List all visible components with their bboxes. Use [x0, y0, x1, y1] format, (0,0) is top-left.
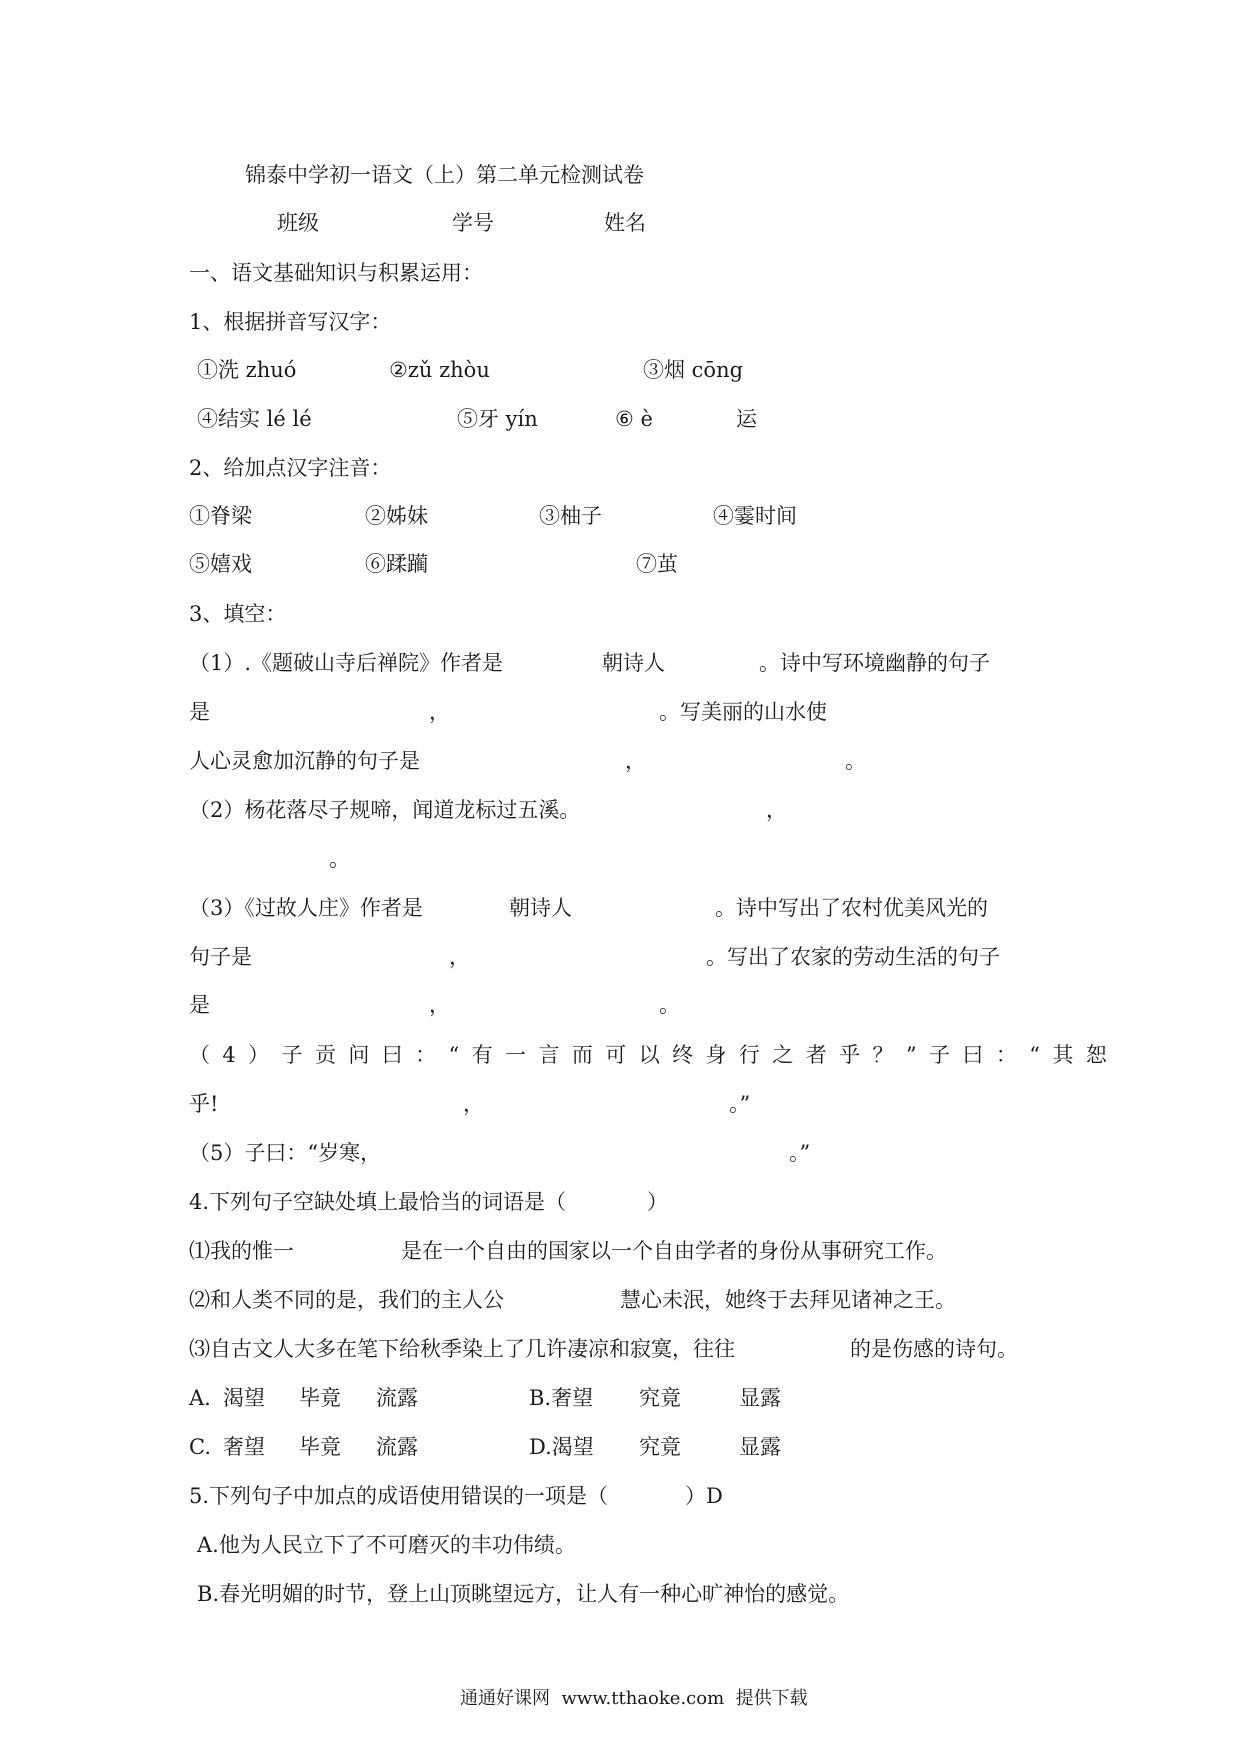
- fill-text: 。”: [789, 1141, 811, 1165]
- fill-text: 人心灵愈加沉静的句子是: [189, 749, 420, 773]
- sentence-start: ⑶自古文人大多在笔下给秋季染上了几许凄凉和寂寞，往往: [189, 1337, 735, 1361]
- fill-text: 。诗中写环境幽静的句子: [759, 651, 990, 675]
- fill-text: （2）杨花落尽子规啼，闻道龙标过五溪。: [189, 798, 581, 822]
- sentence-end: 是在一个自由的国家以一个自由学者的身份从事研究工作。: [401, 1239, 947, 1263]
- option-word: D.渴望: [529, 1435, 594, 1459]
- option-letter: C.: [189, 1435, 211, 1459]
- pinyin-item: ②zǔ zhòu: [389, 358, 490, 382]
- question-5-title: 5.下列句子中加点的成语使用错误的一项是（: [189, 1484, 609, 1508]
- pinyin-item: ①洗 zhuó: [197, 358, 297, 382]
- sentence-end: 慧心未泯，她终于去拜见诸神之王。: [620, 1288, 956, 1312]
- phonetic-item: ②姊妹: [365, 504, 428, 528]
- option-word: 显露: [739, 1386, 781, 1410]
- fill-text: ，: [766, 798, 787, 822]
- phonetic-item: ⑥蹂躏: [365, 552, 428, 576]
- pinyin-item: ④结实 lé lé: [197, 407, 312, 431]
- fill-text: 朝诗人: [509, 896, 572, 920]
- sentence-start: ⑵和人类不同的是，我们的主人公: [189, 1288, 504, 1312]
- student-id-label: 学号: [452, 211, 494, 235]
- option-word: 流露: [376, 1386, 418, 1410]
- answer-paren: ）D: [685, 1484, 723, 1508]
- fill-text: 句子是: [189, 945, 252, 969]
- class-label: 班级: [277, 211, 319, 235]
- fill-text: （5）子曰：“岁寒，: [189, 1141, 382, 1165]
- fill-text: 。写美丽的山水使: [659, 700, 827, 724]
- phonetic-item: ③柚子: [539, 504, 602, 528]
- fill-text: ，: [429, 993, 450, 1017]
- sentence-end: 的是伤感的诗句。: [850, 1337, 1018, 1361]
- choice-item: A.他为人民立下了不可磨灭的丰功伟绩。: [197, 1533, 576, 1557]
- pinyin-item: ⑥ è: [615, 407, 653, 431]
- footer-text: 通通好课网 www.tthaoke.com 提供下载: [460, 1688, 808, 1709]
- option-word: 奢望: [223, 1435, 265, 1459]
- document-title: 锦泰中学初一语文（上）第二单元检测试卷: [245, 163, 644, 187]
- question-2-title: 2、给加点汉字注音：: [189, 456, 392, 480]
- option-word: 流露: [376, 1435, 418, 1459]
- phonetic-item: ①脊梁: [189, 504, 252, 528]
- question-4-title: 4.下列句子空缺处填上最恰当的词语是（: [189, 1190, 567, 1214]
- section-heading: 一、语文基础知识与积累运用：: [189, 261, 483, 285]
- sentence-start: ⑴我的惟一: [189, 1239, 294, 1263]
- option-word: 毕竟: [299, 1386, 341, 1410]
- fill-text: ，: [449, 945, 470, 969]
- fill-text: 。: [845, 749, 866, 773]
- fill-text: 。诗中写出了农村优美风光的: [715, 896, 988, 920]
- option-word: 究竟: [639, 1435, 681, 1459]
- fill-text: （1）.《题破山寺后禅院》作者是: [189, 651, 504, 675]
- fill-text: ，: [429, 700, 450, 724]
- option-word: 毕竟: [299, 1435, 341, 1459]
- fill-text: （4）子贡问曰：“有一言而可以终身行之者乎？”子曰：“其恕: [189, 1043, 1120, 1067]
- option-word: 显露: [739, 1435, 781, 1459]
- fill-text: ，: [625, 749, 646, 773]
- phonetic-item: ④霎时间: [713, 504, 797, 528]
- fill-text: 。: [329, 847, 350, 871]
- answer-paren: ）: [647, 1190, 668, 1214]
- pinyin-item: ⑤牙 yín: [457, 407, 538, 431]
- fill-text: 是: [189, 700, 210, 724]
- option-word: B.奢望: [529, 1386, 594, 1410]
- fill-text: 是: [189, 993, 210, 1017]
- fill-text: 。”: [729, 1092, 751, 1116]
- option-word: 究竟: [639, 1386, 681, 1410]
- choice-item: B.春光明媚的时节，登上山顶眺望远方，让人有一种心旷神怡的感觉。: [197, 1582, 850, 1606]
- fill-text: 。写出了农家的劳动生活的句子: [706, 945, 1000, 969]
- pinyin-item: 运: [736, 407, 757, 431]
- phonetic-item: ⑤嬉戏: [189, 552, 252, 576]
- fill-text: ，: [463, 1092, 484, 1116]
- fill-text: 。: [659, 993, 680, 1017]
- option-word: 渴望: [223, 1386, 265, 1410]
- fill-text: 朝诗人: [602, 651, 665, 675]
- pinyin-item: ③烟 cōng: [643, 358, 744, 382]
- fill-text: 乎!: [189, 1092, 219, 1116]
- option-letter: A.: [189, 1386, 211, 1410]
- question-1-title: 1、根据拼音写汉字：: [189, 310, 392, 334]
- question-3-title: 3、填空：: [189, 602, 287, 626]
- phonetic-item: ⑦茧: [636, 552, 678, 576]
- name-label: 姓名: [604, 211, 646, 235]
- fill-text: （3）《过故人庄》作者是: [189, 896, 423, 920]
